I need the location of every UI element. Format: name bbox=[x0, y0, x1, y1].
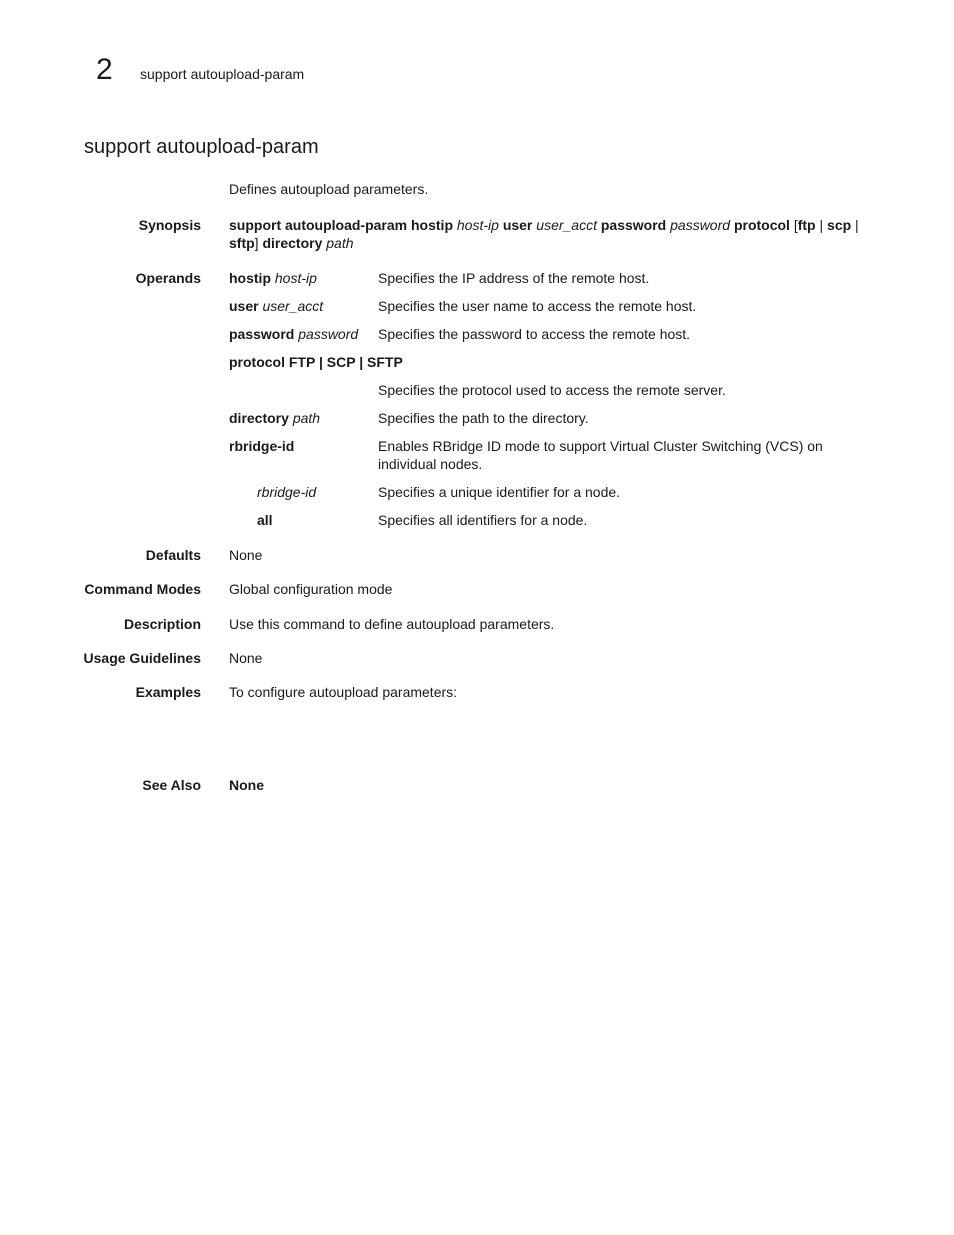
operands-label: Operands bbox=[135, 270, 201, 286]
synopsis-line-2 bbox=[229, 234, 354, 252]
synopsis-arg-path: path bbox=[326, 235, 354, 251]
operand-argument: host-ip bbox=[274, 270, 317, 286]
defaults-value: None bbox=[229, 547, 263, 563]
description-label: Description bbox=[123, 616, 201, 632]
chapter-number: 2 bbox=[96, 53, 113, 86]
operand-keyword: user bbox=[229, 298, 259, 314]
operand-description: Specifies a unique identifier for a node. bbox=[378, 484, 621, 500]
synopsis-kw-directory: directory bbox=[262, 235, 323, 251]
page-title: support autoupload-param bbox=[84, 136, 319, 158]
operand-keyword: all bbox=[257, 512, 273, 528]
examples-label: Examples bbox=[135, 684, 201, 700]
running-header: support autoupload-param bbox=[140, 66, 305, 82]
synopsis-arg-user-acct: user_acct bbox=[536, 217, 597, 233]
synopsis-kw-protocol: protocol bbox=[733, 217, 790, 233]
synopsis-line-1 bbox=[229, 216, 859, 234]
operand-all bbox=[257, 511, 273, 529]
operand-description: Specifies the IP address of the remote host. bbox=[378, 270, 650, 286]
synopsis-kw-user: user bbox=[502, 217, 533, 233]
operand-argument: rbridge-id bbox=[257, 484, 317, 500]
operand-rbridge-id bbox=[229, 437, 294, 455]
operand-description: individual nodes. bbox=[378, 456, 483, 472]
operand-description: Specifies all identifiers for a node. bbox=[378, 512, 588, 528]
operand-directory bbox=[229, 409, 320, 427]
usage-guidelines-label: Usage Guidelines bbox=[83, 650, 201, 666]
synopsis-bracket-close: ] bbox=[254, 235, 259, 251]
see-also-value: None bbox=[229, 777, 264, 793]
synopsis-arg-password: password bbox=[670, 217, 731, 233]
operand-description: Specifies the password to access the remote host. bbox=[378, 326, 691, 342]
synopsis-kw-password: password bbox=[600, 217, 667, 233]
operand-rbridge-id-value bbox=[257, 483, 316, 501]
description-value: Use this command to define autoupload parameters. bbox=[229, 616, 555, 632]
operand-keyword: directory bbox=[229, 410, 289, 426]
synopsis-ftp: ftp bbox=[797, 217, 816, 233]
usage-guidelines-value: None bbox=[229, 650, 263, 666]
operand-protocol bbox=[229, 353, 403, 371]
synopsis-arg-host-ip: host-ip bbox=[456, 217, 499, 233]
operand-user bbox=[229, 297, 323, 315]
see-also-label: See Also bbox=[142, 777, 201, 793]
command-modes-value: Global configuration mode bbox=[229, 581, 393, 597]
operand-description: Specifies the protocol used to access the remote server. bbox=[378, 382, 726, 398]
synopsis-command: support autoupload-param hostip bbox=[229, 217, 453, 233]
operand-description: Enables RBridge ID mode to support Virtual Cluster Switching (VCS) on bbox=[378, 438, 823, 454]
operand-description: Specifies the user name to access the remote host. bbox=[378, 298, 697, 314]
synopsis-sftp: sftp bbox=[229, 235, 255, 251]
command-modes-label: Command Modes bbox=[84, 581, 201, 597]
synopsis-label: Synopsis bbox=[138, 217, 201, 233]
operand-argument: user_acct bbox=[262, 298, 324, 314]
synopsis-bracket-open: [ bbox=[793, 217, 798, 233]
operand-keyword: hostip bbox=[229, 270, 271, 286]
operand-argument: path bbox=[292, 410, 321, 426]
operand-argument: password bbox=[298, 326, 359, 342]
operand-keyword: protocol FTP | SCP | SFTP bbox=[229, 354, 403, 370]
operand-keyword: rbridge-id bbox=[229, 438, 295, 454]
operand-keyword: password bbox=[229, 326, 295, 342]
examples-value: To configure autoupload parameters: bbox=[229, 684, 458, 700]
synopsis-separator: | bbox=[855, 217, 859, 233]
operand-password bbox=[229, 325, 358, 343]
operand-hostip bbox=[229, 269, 317, 287]
synopsis-separator: | bbox=[819, 217, 824, 233]
intro-text: Defines autoupload parameters. bbox=[229, 181, 429, 197]
operand-description: Specifies the path to the directory. bbox=[378, 410, 589, 426]
defaults-label: Defaults bbox=[145, 547, 201, 563]
synopsis-scp: scp bbox=[827, 217, 852, 233]
